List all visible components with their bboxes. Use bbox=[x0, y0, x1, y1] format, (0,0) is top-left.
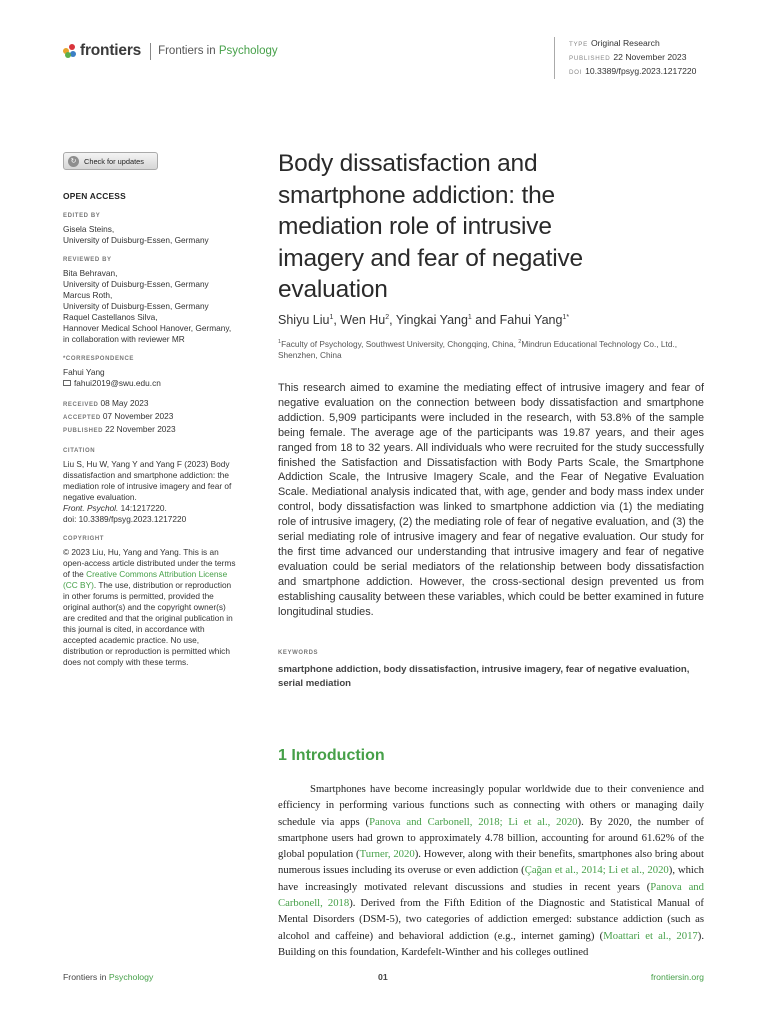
abstract: This research aimed to examine the mediating effect of intrusive imagery and fear of negative evaluation on the connection between body dissatisfaction and smartphone addiction. 5,909 participants were included in the research, with 53.8% of the sample being female. The average age of the participants was 19.87 years, and their ages ranged from 18 to 32 years. All individuals who were recruited for the study successfully finished the Satisfaction and Dissatisfaction with Body Parts Scale, the Smartphone Addiction Scale, the Intrusive Imagery Scale, and the Fear of Negative Evaluation Scale. Mediational analysis indicated that, with age, gender and body mass index under control, body dissatisfaction was linked to smartphone addiction via (1) the mediating role of intrusive imagery, (2) the mediating role of fear of negative evaluation, and (3) the serial mediating role of intrusive imagery and fear of negative evaluation. Our study for the first time advanced our understanding that intrusive imagery and fear of negative evaluation could be serial mediators of the relationship between body dissatisfaction and smartphone addiction. However, the cross-sectional design prevented us from establishing causality between these variables, which could be better examined in future longitudinal studies. bbox=[278, 382, 704, 618]
journal-brand bbox=[63, 42, 278, 60]
reviewed-by-section: REVIEWED BY Bita Behravan, University of Duisburg-Essen, Germany Marcus Roth, University of Duisburg-Essen, Germany Raquel Castellanos Silva, Hannover Medical School Hanover, Germany, in collaboration with reviewer MR bbox=[63, 257, 232, 344]
copyright-section: COPYRIGHT © 2023 Liu, Hu, Yang and Yang. This is an open-access article distributed under the terms of the Creative Commons Attribution License (CC BY). The use, distribution or reproduction in other forums is permitted, provided the original author(s) and the copyright owner(s) are credited and that the original publication in this journal is cited, in accordance with accepted academic practice. No use, distribution or reproduction is permitted which does not comply with these terms. bbox=[63, 536, 236, 667]
meta-published: PUBLISHED 22 November 2023 bbox=[569, 52, 687, 62]
citation-link[interactable]: Moattari et al., 2017 bbox=[603, 929, 698, 942]
brand-divider bbox=[150, 43, 151, 60]
refresh-icon: ↻ bbox=[68, 156, 79, 167]
journal-name: Frontiers in Psychology bbox=[158, 45, 278, 57]
page-number: 01 bbox=[378, 972, 388, 982]
correspondence-section: *CORRESPONDENCE Fahui Yang fahui2019@swu.edu.cn bbox=[63, 356, 161, 388]
open-access-label: OPEN ACCESS bbox=[63, 191, 126, 201]
keywords-label: KEYWORDS bbox=[278, 650, 319, 656]
cc-by-link[interactable]: (CC BY) bbox=[63, 580, 94, 590]
section-heading-introduction: 1 Introduction bbox=[278, 747, 385, 764]
meta-doi: DOI 10.3389/fpsyg.2023.1217220 bbox=[569, 66, 697, 76]
citation-link[interactable]: Çağan et al., 2014; Li et al., 2020 bbox=[524, 864, 669, 877]
citation-link[interactable]: Turner, 2020 bbox=[359, 848, 415, 861]
meta-type: TYPE Original Research bbox=[569, 38, 660, 48]
footer-site-link[interactable]: frontiersin.org bbox=[650, 972, 704, 982]
article-meta bbox=[554, 37, 696, 79]
footer-journal: Frontiers in Psychology bbox=[63, 972, 154, 982]
citation-link[interactable]: Panova and Carbonell, 2018; Li et al., 2020 bbox=[369, 815, 578, 828]
author-name[interactable]: Yingkai Yang bbox=[395, 313, 468, 327]
author-name[interactable]: Wen Hu bbox=[340, 313, 386, 327]
citation-section: CITATION Liu S, Hu W, Yang Y and Yang F (2023) Body dissatisfaction and smartphone addiction: the mediation role of intrusive imagery and fear of negative evaluation. Front. Psychol. 14:1217220. doi: 10.3389/fpsyg.2023.1217220 bbox=[63, 448, 232, 524]
author-list: Shiyu Liu$^1$, Wen Hu$^2$, Yingkai Yang$^1$ and Fahui Yang$^{1*}$ bbox=[278, 313, 570, 327]
article-sidebar bbox=[63, 152, 263, 668]
correspondence-email[interactable]: fahui2019@swu.edu.cn bbox=[74, 378, 161, 388]
mail-icon bbox=[63, 380, 71, 386]
dates-section: RECEIVED 08 May 2023 ACCEPTED 07 November 2023 PUBLISHED 22 November 2023 bbox=[63, 398, 176, 434]
citation-link[interactable]: Panova and Carbonell, 2018 bbox=[278, 880, 704, 910]
license-link[interactable]: Creative Commons Attribution License bbox=[86, 569, 228, 579]
edited-by-section: EDITED BY Gisela Steins, University of Duisburg-Essen, Germany bbox=[63, 213, 209, 245]
article-title: Body dissatisfaction and smartphone addiction: the mediation role of intrusive imagery and fear of negative evaluation bbox=[278, 150, 583, 303]
author-name[interactable]: Fahui Yang bbox=[499, 313, 563, 327]
author-name[interactable]: Shiyu Liu bbox=[278, 313, 330, 327]
brand-name: frontiers bbox=[80, 42, 142, 59]
affiliations: $^1$Faculty of Psychology, Southwest University, Chongqing, China, $^2$Mindrun Educational Technology Co., Ltd., Shenzhen, China bbox=[278, 338, 678, 360]
keywords: smartphone addiction, body dissatisfaction, intrusive imagery, fear of negative evaluation, serial mediation bbox=[278, 664, 690, 689]
introduction-paragraph: Smartphones have become increasingly popular worldwide due to their convenience and efficiency in performing various functions such as connecting with others or managing daily schedule via apps (Panova and Carbonell, 2018; Li et al., 2020). By 2020, the number of smartphone users had grown to approximately 4.78 billion, accounting for around 61.62% of the global population (Turner, 2020). However, along with their benefits, smartphones also bring about numerous issues including its overuse or even addiction (Çağan et al., 2014; Li et al., 2020), which have increasingly motivated relevant discussions and studies in recent years (Panova and Carbonell, 2018). Derived from the Fifth Edition of the Diagnostic and Statistical Manual of Mental Disorders (DSM-5), two categories of addiction emerged: substance addiction (such as alcohol and caffeine) and behavioral addiction (e.g., internet gaming) (Moattari et al., 2017). Building on this foundation, Kardefelt-Winther and his colleges outlined bbox=[278, 783, 704, 958]
check-for-updates-button[interactable]: ↻ Check for updates bbox=[63, 152, 158, 170]
frontiers-logo-icon bbox=[63, 44, 77, 58]
